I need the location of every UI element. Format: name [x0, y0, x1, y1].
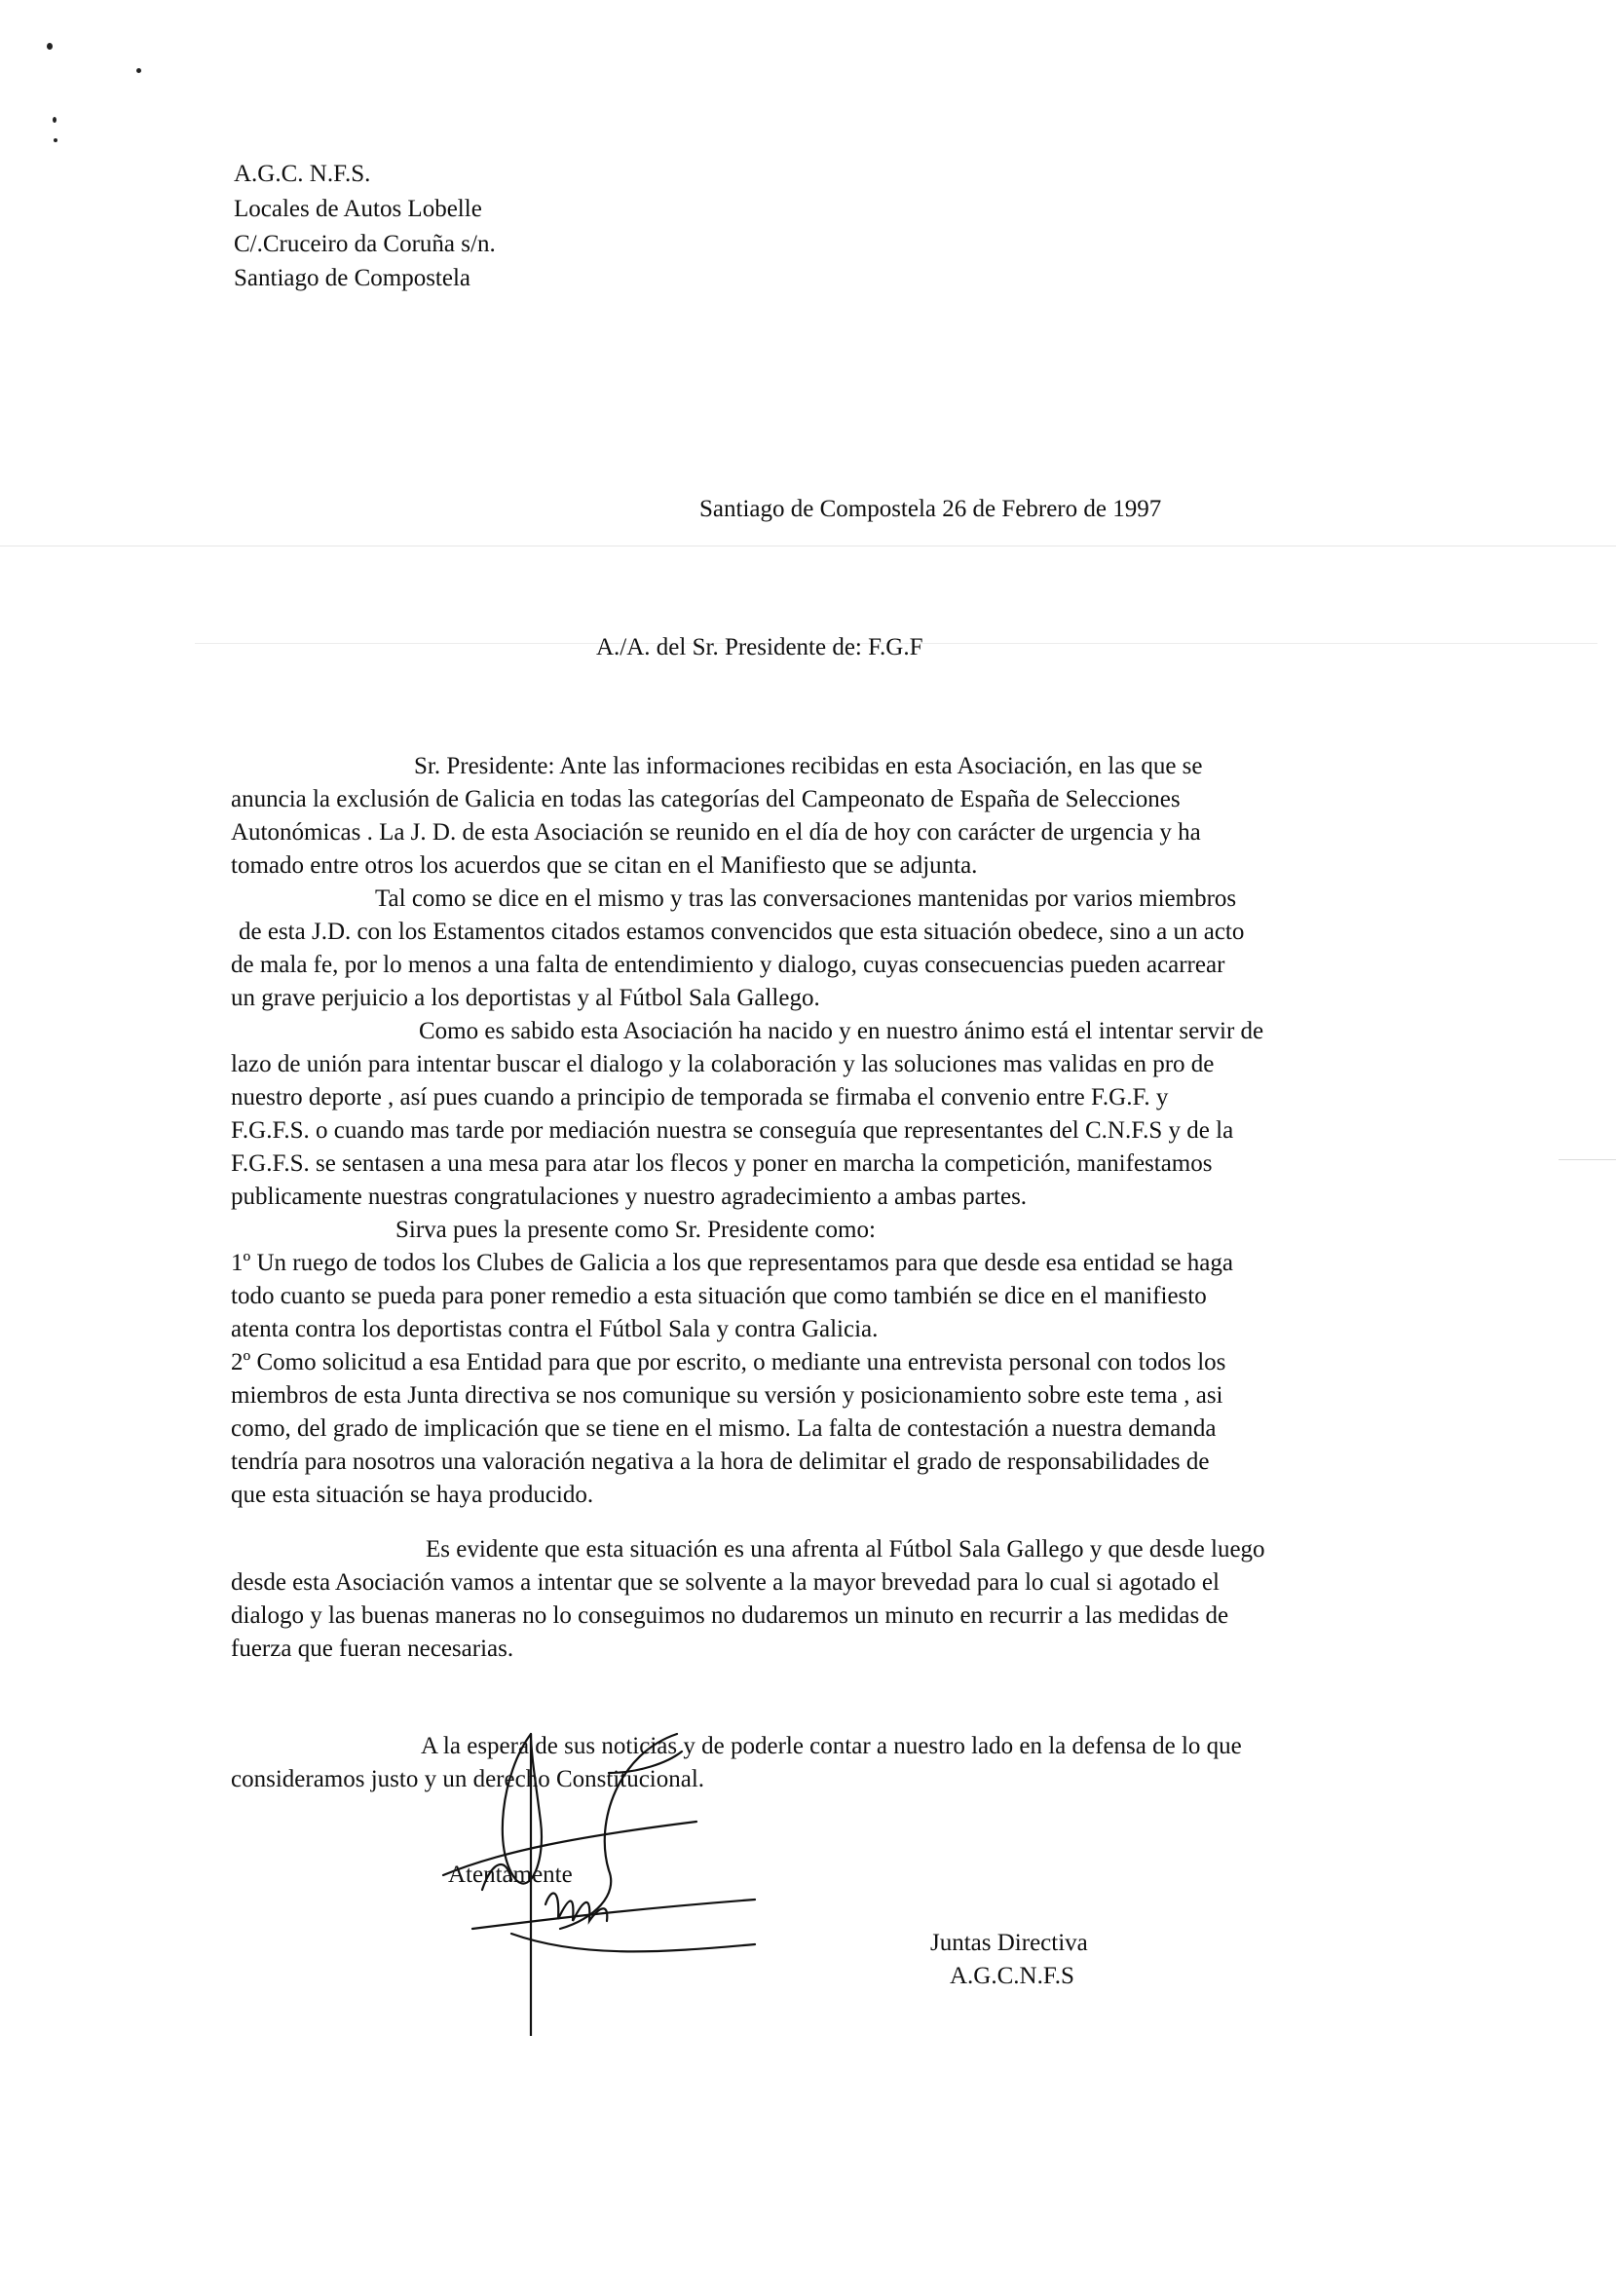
body-line: A la espera de sus noticias y de poderle contar a nuestro lado en la defensa de lo que — [421, 1733, 1242, 1759]
sender-address-line: Locales de Autos Lobelle — [234, 196, 482, 222]
sender-name: A.G.C. N.F.S. — [234, 161, 371, 187]
body-line: lazo de unión para intentar buscar el dialogo y la colaboración y las soluciones mas validas en pro de — [231, 1051, 1215, 1077]
handwritten-signature — [385, 1714, 774, 2036]
body-line: 2º Como solicitud a esa Entidad para que por escrito, o mediante una entrevista personal con todos los — [231, 1349, 1226, 1375]
body-line: tomado entre otros los acuerdos que se citan en el Manifiesto que se adjunta. — [231, 852, 978, 879]
body-line: como, del grado de implicación que se tiene en el mismo. La falta de contestación a nuestra demanda — [231, 1415, 1217, 1442]
closing-text: Atentamente — [448, 1862, 573, 1888]
body-line: publicamente nuestras congratulaciones y nuestro agradecimiento a ambas partes. — [231, 1184, 1028, 1210]
body-line: consideramos justo y un derecho Constitucional. — [231, 1766, 705, 1792]
scan-speck — [54, 138, 57, 142]
body-line: de mala fe, por lo menos a una falta de entendimiento y dialogo, cuyas consecuencias pueden acarrear — [231, 952, 1225, 978]
signatory-org: A.G.C.N.F.S — [950, 1963, 1074, 1989]
body-line: que esta situación se haya producido. — [231, 1482, 594, 1508]
body-line: Como es sabido esta Asociación ha nacido y en nuestro ánimo está el intentar servir de — [419, 1018, 1264, 1044]
body-line: tendría para nosotros una valoración negativa a la hora de delimitar el grado de responsabilidades de — [231, 1449, 1210, 1475]
body-line: Tal como se dice en el mismo y tras las conversaciones mantenidas por varios miembros — [375, 885, 1237, 912]
sender-address-line: C/.Cruceiro da Coruña s/n. — [234, 231, 496, 257]
body-line: anuncia la exclusión de Galicia en todas las categorías del Campeonato de España de Selecciones — [231, 786, 1181, 812]
body-line: Sr. Presidente: Ante las informaciones recibidas en esta Asociación, en las que se — [414, 753, 1203, 779]
body-line: miembros de esta Junta directiva se nos comunique su versión y posicionamiento sobre este tema , asi — [231, 1382, 1223, 1409]
body-line: F.G.F.S. o cuando mas tarde por mediación nuestra se conseguía que representantes del C.N.F.S y de la — [231, 1117, 1234, 1144]
scan-line — [1559, 1159, 1616, 1160]
letter-date: Santiago de Compostela 26 de Febrero de 1997 — [699, 496, 1162, 522]
body-line: Es evidente que esta situación es una afrenta al Fútbol Sala Gallego y que desde luego — [426, 1536, 1265, 1562]
body-line: 1º Un ruego de todos los Clubes de Galicia a los que representamos para que desde esa entidad se haga — [231, 1250, 1233, 1276]
signatory-title: Juntas Directiva — [930, 1930, 1088, 1956]
body-line: un grave perjuicio a los deportistas y al Fútbol Sala Gallego. — [231, 985, 820, 1011]
body-line: todo cuanto se pueda para poner remedio a esta situación que como también se dice en el manifiesto — [231, 1283, 1207, 1309]
body-line: fuerza que fueran necesarias. — [231, 1636, 514, 1662]
body-line: Sirva pues la presente como Sr. Presidente como: — [395, 1217, 876, 1243]
body-line: Autonómicas . La J. D. de esta Asociación se reunido en el día de hoy con carácter de urgencia y ha — [231, 819, 1201, 846]
scan-speck — [53, 117, 56, 123]
sender-address-line: Santiago de Compostela — [234, 265, 471, 291]
body-line: nuestro deporte , así pues cuando a principio de temporada se firmaba el convenio entre F.G.F. y — [231, 1084, 1169, 1110]
body-line: dialogo y las buenas maneras no lo conseguimos no dudaremos un minuto en recurrir a las medidas de — [231, 1602, 1229, 1629]
scan-speck — [47, 43, 53, 50]
body-line: desde esta Asociación vamos a intentar que se solvente a la mayor brevedad para lo cual si agotado el — [231, 1569, 1220, 1596]
scan-speck — [136, 68, 141, 73]
body-line: atenta contra los deportistas contra el Fútbol Sala y contra Galicia. — [231, 1316, 879, 1342]
body-line: de esta J.D. con los Estamentos citados estamos convencidos que esta situación obedece, sino a un acto — [239, 919, 1245, 945]
body-line: F.G.F.S. se sentasen a una mesa para atar los flecos y poner en marcha la competición, manifestamos — [231, 1150, 1213, 1177]
attention-line: A./A. del Sr. Presidente de: F.G.F — [596, 634, 923, 660]
